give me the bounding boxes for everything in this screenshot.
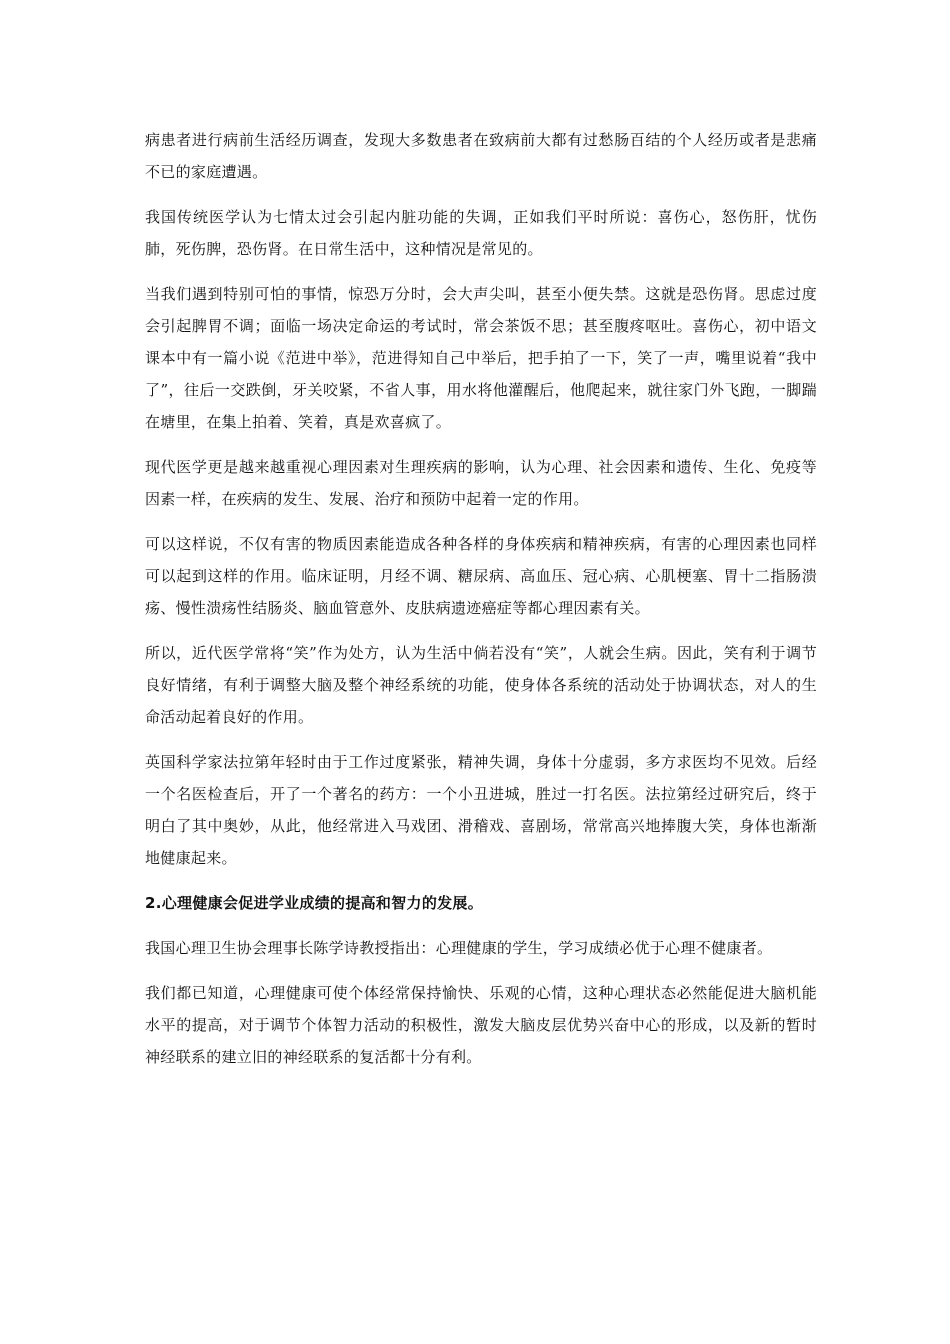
paragraph-professor-quote: 我国心理卫生协会理事长陈学诗教授指出：心理健康的学生，学习成绩必优于心理不健康者。 — [145, 939, 773, 957]
paragraph-harmful-factors: 可以这样说，不仅有害的物质因素能造成各种各样的身体疾病和精神疾病，有害的心理因素也同样可以起到这样的作用。临床证明，月经不调、糖尿病、高血压、冠心病、心肌梗塞、胃十二指肠溃疡、慢性溃疡性结肠炎、脑血管意外、皮肤病遗迹癌症等都心理因素有关。 — [145, 535, 817, 617]
paragraph-traditional-medicine: 我国传统医学认为七情太过会引起内脏功能的失调，正如我们平时所说：喜伤心，怒伤肝，忧伤肺，死伤脾，恐伤肾。在日常生活中，这种情况是常见的。 — [145, 208, 817, 258]
paragraph-brain-function: 我们都已知道，心理健康可使个体经常保持愉快、乐观的心情，这种心理状态必然能促进大脑机能水平的提高，对于调节个体智力活动的积极性，激发大脑皮层优势兴奋中心的形成，以及新的暂时神经联系的建立旧的神经联系的复活都十分有利。 — [145, 984, 817, 1066]
paragraph-fear-example: 当我们遇到特别可怕的事情，惊恐万分时，会大声尖叫，甚至小便失禁。这就是恐伤肾。思虑过度会引起脾胃不调；面临一场决定命运的考试时，常会茶饭不思；甚至腹疼呕吐。喜伤心，初中语文课本中有一篇小说《范进中举》，范进得知自己中举后，把手拍了一下，笑了一声，嘴里说着“我中了”，往后一交跌倒，牙关咬紧，不省人事，用水将他灌醒后，他爬起来，就往家门外飞跑，一脚踹在塘里，在集上拍着、笑着，真是欢喜疯了。 — [145, 285, 817, 431]
paragraph-illness-survey: 病患者进行病前生活经历调查，发现大多数患者在致病前大都有过愁肠百结的个人经历或者是悲痛不已的家庭遭遇。 — [145, 131, 817, 181]
paragraph-modern-medicine: 现代医学更是越来越重视心理因素对生理疾病的影响，认为心理、社会因素和遗传、生化、免疫等因素一样，在疾病的发生、发展、治疗和预防中起着一定的作用。 — [145, 458, 817, 508]
section-heading: 2.心理健康会促进学业成绩的提高和智力的发展。 — [145, 894, 484, 912]
document-page — [145, 124, 817, 1086]
paragraph-laughter-prescription: 所以，近代医学常将“笑”作为处方，认为生活中倘若没有“笑”，人就会生病。因此，笑有利于调节良好情绪，有利于调整大脑及整个神经系统的功能，使身体各系统的活动处于协调状态，对人的生命活动起着良好的作用。 — [145, 644, 817, 726]
paragraph-faraday-story: 英国科学家法拉第年轻时由于工作过度紧张，精神失调，身体十分虚弱，多方求医均不见效。后经一个名医检查后，开了一个著名的药方：一个小丑进城，胜过一打名医。法拉第经过研究后，终于明白了其中奥妙，从此，他经常进入马戏团、滑稽戏、喜剧场，常常高兴地捧腹大笑，身体也渐渐地健康起来。 — [145, 753, 817, 867]
